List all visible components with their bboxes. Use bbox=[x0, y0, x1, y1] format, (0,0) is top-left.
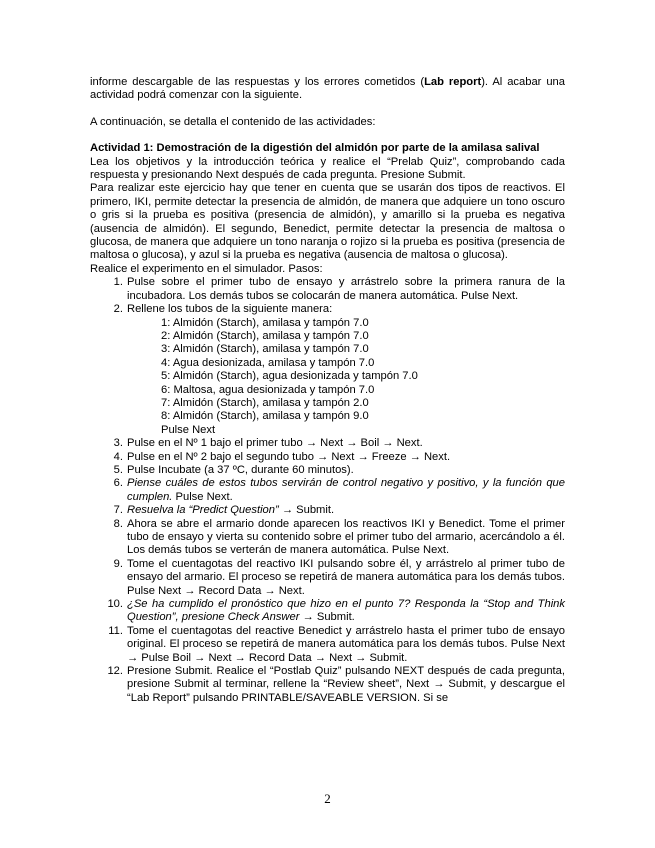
intro-text-a: informe descargable de las respuestas y los errores cometidos ( bbox=[90, 76, 425, 88]
step-6: 6. Piense cuáles de estos tubos servirán de control negativo y positivo, y la función que cumplen. Pulse Next. bbox=[113, 477, 565, 503]
intro-paragraph bbox=[90, 76, 565, 103]
activity-para3: Realice el experimento en el simulador. Pasos: bbox=[90, 262, 323, 275]
step-4: 4. Pulse en el Nº 2 bajo el segundo tubo → Next → Freeze → Next. bbox=[113, 450, 451, 463]
tube-item: 4: Agua desionizada, amilasa y tampón 7.0 bbox=[161, 356, 375, 369]
document-page bbox=[90, 76, 565, 705]
step-1: 1. Pulse sobre el primer tubo de ensayo y arrástrelo sobre la primera ranura de la incubadora. Los demás tubos se colocarán de manera automática. Pulse Next. bbox=[113, 276, 565, 302]
tube-item: 6: Maltosa, agua desionizada y tampón 7.0 bbox=[161, 383, 375, 396]
tube-item: 5: Almidón (Starch), agua desionizada y tampón 7.0 bbox=[161, 370, 418, 383]
steps-list bbox=[90, 276, 565, 705]
tube-after: Pulse Next bbox=[161, 423, 216, 436]
step-12: 12. Presione Submit. Realice el “Postlab Quiz” pulsando NEXT después de cada pregunta, presione Submit al terminar, rellene la “Review sheet”, Next → Submit, y descargue el “Lab Report” pulsando PRINTABLE/SAVEABLE VERSION. Si se bbox=[107, 665, 565, 704]
step-8: 8. Ahora se abre el armario donde aparecen los reactivos IKI y Benedict. Tome el primer tubo de ensayo y vierta su contenido sobre el primer tubo del armario, acercándolo a él. Los demás tubos se verterán de manera automática. Pulse Next. bbox=[113, 517, 565, 557]
activity-para2: Para realizar este ejercicio hay que tener en cuenta que se usarán dos tipos de reactivos. El primero, IKI, permite detectar la presencia de almidón, de manera que adquiere un tono oscuro o gris si la prueba es positiva (presencia de almidón), y amarillo si la prueba es negativa (ausencia de almidón). El segundo, Benedict, permite detectar la presencia de maltosa o glucosa, de manera que adquiere un tono naranja o rojizo si la prueba es positiva (presencia de maltosa o glucosa), y azul si la prueba es negativa (ausencia de maltosa o glucosa). bbox=[90, 182, 565, 262]
step-5: 5. Pulse Incubate (a 37 ºC, durante 60 minutos). bbox=[113, 463, 354, 476]
step-7: 7. Resuelva la “Predict Question” → Submit. bbox=[113, 504, 335, 517]
step-11: 11. Tome el cuentagotas del reactive Benedict y arrástrelo hasta el primer tubo de ensayo original. El proceso se repetirá de manera automática para los demás tubos. Pulse Next → Pulse Boil → Next → Record Data → Next → Submit. bbox=[108, 624, 565, 664]
step-3: 3. Pulse en el Nº 1 bajo el primer tubo → Next → Boil → Next. bbox=[113, 437, 423, 450]
intro-text-b: ). Al acabar una actividad podrá comenzar con la siguiente. bbox=[90, 76, 565, 102]
step-2: 2. Rellene los tubos de la siguiente manera: 1: Almidón (Starch), amilasa y tampón 7.0 2: Almidón (Starch), amilasa y tampón 7.0 3: Almidón (Starch), amilasa y tampón 7.0 4: Agua desionizada, amilasa y tampón 7.0 5: Almidón (Starch), agua desionizada y tampón 7.0 6: Maltosa, agua desionizada y tampón 7.0 7: Almidón (Starch), amilasa y tampón 2.0 8: Almidón (Starch), amilasa y tampón 9.0 Pulse Next bbox=[127, 303, 565, 437]
activity-para1: Lea los objetivos y la introducción teórica y realice el “Prelab Quiz”, comprobando cada respuesta y presionando Next después de cada pregunta. Presione Submit. bbox=[90, 155, 565, 182]
step-10: 10. ¿Se ha cumplido el pronóstico que hizo en el punto 7? Responda la “Stop and Think Question”, presione Check Answer → Submit. bbox=[107, 598, 565, 624]
tube-item: 3: Almidón (Starch), amilasa y tampón 7.0 bbox=[161, 343, 369, 356]
page-number: 2 bbox=[324, 791, 331, 806]
tube-item: 2: Almidón (Starch), amilasa y tampón 7.0 bbox=[161, 329, 369, 342]
step-9: 9. Tome el cuentagotas del reactivo IKI pulsando sobre él, y arrástrelo al primer tubo de ensayo del armario. El proceso se repetirá de manera automática para los demás tubos. Pulse Next → Record Data → Next. bbox=[113, 557, 565, 597]
tube-list bbox=[127, 317, 565, 438]
tube-item: 8: Almidón (Starch), amilasa y tampón 9.0 bbox=[161, 410, 369, 423]
detail-paragraph: A continuación, se detalla el contenido de las actividades: bbox=[90, 115, 376, 128]
tube-item: 1: Almidón (Starch), amilasa y tampón 7.0 bbox=[161, 316, 369, 329]
tube-item: 7: Almidón (Starch), amilasa y tampón 2.0 bbox=[161, 396, 369, 409]
activity-title: Actividad 1: Demostración de la digestión del almidón por parte de la amilasa salival bbox=[90, 142, 540, 155]
lab-report-bold: Lab report bbox=[424, 76, 482, 88]
